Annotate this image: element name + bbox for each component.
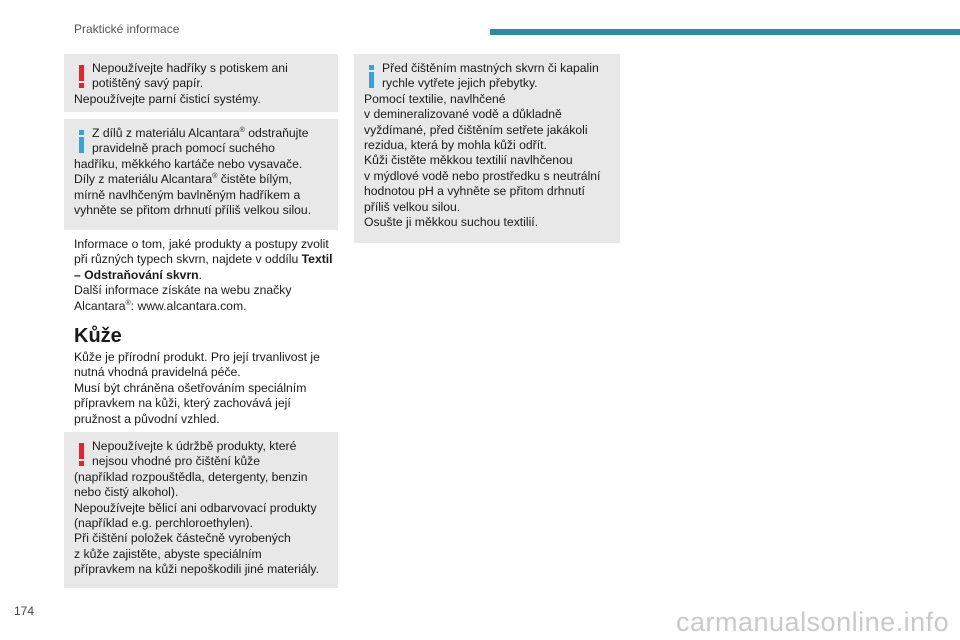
- warning-line: přípravkem na kůži nepoškodili jiné materiály.: [74, 562, 319, 577]
- text-line: při různých typech skvrn, najdete v oddílu Textil: [74, 252, 333, 267]
- text-line: nutná vhodná pravidelná péče.: [74, 365, 241, 380]
- warning-line: potištěný savý papír.: [92, 76, 204, 91]
- info-line: Kůži čistěte měkkou textilií navlhčenou: [364, 153, 573, 168]
- info-box-2: [354, 54, 620, 243]
- warning-icon: [78, 443, 86, 465]
- warning-line: nebo čistý alkohol).: [74, 485, 179, 500]
- info-line: rezidua, která by mohla kůži odřít.: [364, 138, 547, 153]
- info-line: Před čištěním mastných skvrn či kapalin: [382, 61, 599, 75]
- info-icon: [78, 130, 86, 152]
- reference-text: [74, 237, 333, 314]
- warning-line: (například e.g. perchloroethylen).: [74, 516, 253, 531]
- warning-icon: [78, 65, 86, 87]
- warning-line: Nepoužívejte k údržbě produkty, které: [92, 439, 297, 453]
- section-heading: Kůže: [74, 325, 122, 347]
- info-box-1: [64, 119, 338, 230]
- warning-line: z kůže zajistěte, abyste speciálním: [74, 546, 262, 561]
- warning-line: nejsou vhodné pro čištění kůže: [92, 454, 261, 469]
- text-line: Alcantara®: www.alcantara.com.: [74, 298, 247, 313]
- text-line: – Odstraňování skvrn.: [74, 267, 203, 282]
- info-line: Osušte ji měkkou suchou textilií.: [364, 215, 539, 230]
- warning-box-1: [64, 54, 338, 112]
- page-number: 174: [14, 604, 35, 618]
- info-line: hodnotou pH a vyhněte se přitom drhnutí: [364, 184, 585, 199]
- section-body: [74, 350, 320, 427]
- info-icon: [368, 65, 376, 87]
- warning-line: Nepoužívejte parní čisticí systémy.: [74, 91, 261, 106]
- header-accent-bar: [490, 29, 960, 35]
- info-line: příliš velkou silou.: [364, 199, 461, 214]
- info-line: rychle vytřete jejich přebytky.: [382, 76, 538, 91]
- page-header-title: Praktické informace: [74, 22, 180, 36]
- text-line: Musí být chráněna ošetřováním speciálním: [74, 380, 307, 395]
- warning-line: Při čištění položek částečně vyrobených: [74, 531, 291, 546]
- warning-line: (například rozpouštědla, detergenty, benzin: [74, 469, 308, 484]
- text-line: přípravkem na kůži, který zachovává její: [74, 396, 291, 411]
- warning-box-2: [64, 432, 338, 588]
- watermark: carmanualsonline.info: [676, 607, 950, 637]
- info-line: mírně navlhčeným bavlněným hadříkem a: [74, 187, 301, 202]
- info-line: vyždímané, před čištěním setřete jakákoli: [364, 122, 588, 137]
- info-line: pravidelně prach pomocí suchého: [92, 141, 275, 156]
- info-line: Z dílů z materiálu Alcantara® odstraňujte: [92, 126, 309, 140]
- info-line: v demineralizované vodě a důkladně: [364, 107, 562, 122]
- info-line: hadříku, měkkého kartáče nebo vysavače.: [74, 156, 303, 171]
- warning-line: Nepoužívejte bělicí ani odbarvovací produkty: [74, 500, 317, 515]
- text-line: Kůže je přírodní produkt. Pro její trvanlivost je: [74, 350, 320, 364]
- text-line: pružnost a původní vzhled.: [74, 411, 220, 426]
- info-line: v mýdlové vodě nebo prostředku s neutrální: [364, 168, 601, 183]
- text-line: Informace o tom, jaké produkty a postupy zvolit: [74, 237, 329, 251]
- text-line: Další informace získáte na webu značky: [74, 283, 292, 298]
- info-line: Díly z materiálu Alcantara® čistěte bílým,: [74, 172, 292, 187]
- info-line: Pomocí textilie, navlhčené: [364, 91, 506, 106]
- info-line: vyhněte se přitom drhnutí příliš velkou silou.: [74, 203, 312, 218]
- warning-line: Nepoužívejte hadříky s potiskem ani: [92, 61, 288, 75]
